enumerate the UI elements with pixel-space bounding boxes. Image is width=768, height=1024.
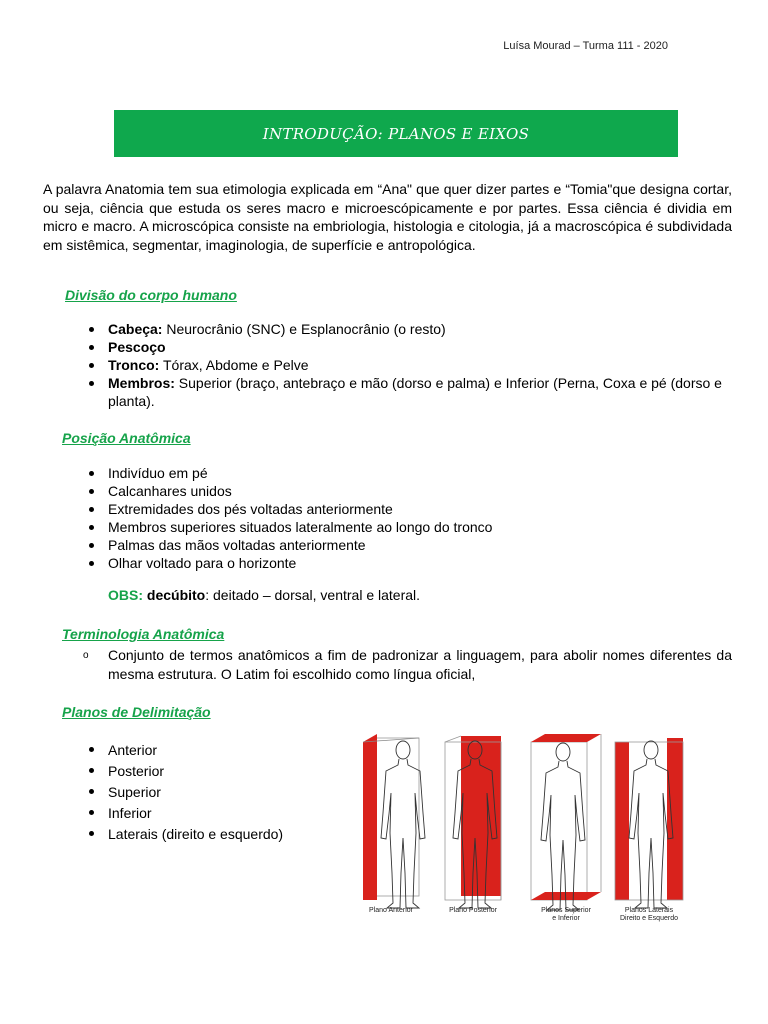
title-banner bbox=[114, 110, 678, 157]
page-title: INTRODUÇÃO: PLANOS E EIXOS bbox=[262, 124, 530, 143]
plane-lateral-left-red bbox=[615, 742, 629, 900]
posicao-item: Membros superiores situados lateralmente ao longo do tronco bbox=[84, 518, 684, 536]
human-figure-superior bbox=[541, 743, 585, 910]
divisao-item-label: Pescoço bbox=[108, 339, 166, 355]
planes-figure bbox=[353, 724, 695, 929]
header-note: Luísa Mourad – Turma 111 - 2020 bbox=[503, 40, 668, 52]
intro-paragraph: A palavra Anatomia tem sua etimologia explicada em “Ana" que quer dizer partes e “Tomia"que designa cortar, ou seja, ciência que estuda os seres macro e microescópicamente e por partes. Essa ciência é dividia em micro e macro. A microscópica consiste na embriologia, histologia e citologia, já a macroscópica é subdividada em sistêmica, segmentar, imaginologia, de superfície e antropológica. bbox=[43, 181, 732, 253]
heading-terminologia: Terminologia Anatômica bbox=[62, 626, 225, 642]
planos-item: Laterais (direito e esquerdo) bbox=[84, 824, 334, 845]
box-outline bbox=[531, 742, 587, 900]
figure-label: Plano Anterior bbox=[369, 907, 413, 914]
divisao-list bbox=[84, 320, 732, 410]
divisao-item bbox=[84, 356, 732, 374]
planos-item: Inferior bbox=[84, 803, 334, 824]
box-edge bbox=[445, 736, 461, 742]
posicao-item: Calcanhares unidos bbox=[84, 482, 684, 500]
divisao-item bbox=[84, 374, 732, 410]
figure-label: Direito e Esquerdo bbox=[620, 915, 678, 922]
divisao-item-text: Superior (braço, antebraço e mão (dorso e palma) e Inferior (Perna, Coxa e pé (dorso e planta). bbox=[108, 375, 722, 409]
obs-text: : deitado – dorsal, ventral e lateral. bbox=[205, 587, 421, 603]
divisao-item-label: Cabeça: bbox=[108, 321, 163, 337]
divisao-item bbox=[84, 320, 732, 338]
terminologia-text: Conjunto de termos anatômicos a fim de padronizar a linguagem, para abolir nomes diferentes da mesma estrutura. O Latim foi escolhido como língua oficial, bbox=[108, 647, 732, 682]
posicao-item: Extremidades dos pés voltadas anteriormente bbox=[84, 500, 684, 518]
divisao-item-text: Neurocrânio (SNC) e Esplanocrânio (o resto) bbox=[162, 321, 446, 337]
box-back-edge bbox=[375, 738, 419, 896]
figure-label: Plano Posterior bbox=[449, 907, 497, 914]
planos-item: Superior bbox=[84, 782, 334, 803]
plane-anterior-red bbox=[363, 742, 377, 900]
heading-divisao: Divisão do corpo humano bbox=[65, 287, 237, 303]
obs-label: OBS: bbox=[108, 587, 143, 603]
planes-illustration bbox=[353, 724, 695, 929]
planos-list bbox=[84, 740, 334, 845]
posicao-item: Olhar voltado para o horizonte bbox=[84, 554, 684, 572]
figure-label: Planos Superior bbox=[541, 907, 591, 914]
figure-label: Planos Laterais bbox=[624, 907, 674, 914]
figure-label: e Inferior bbox=[552, 915, 580, 922]
circle-bullet: o bbox=[83, 650, 89, 661]
divisao-item-label: Membros: bbox=[108, 375, 175, 391]
human-figure-anterior bbox=[381, 741, 425, 908]
heading-planos: Planos de Delimitação bbox=[62, 704, 211, 720]
divisao-item-text: Tórax, Abdome e Pelve bbox=[159, 357, 309, 373]
plane-superior-red bbox=[531, 734, 601, 742]
divisao-item bbox=[84, 338, 732, 356]
heading-posicao: Posição Anatômica bbox=[62, 430, 191, 446]
obs-note bbox=[108, 587, 420, 603]
terminologia-item bbox=[83, 646, 732, 683]
planos-item: Posterior bbox=[84, 761, 334, 782]
planos-item: Anterior bbox=[84, 740, 334, 761]
posicao-item: Palmas das mãos voltadas anteriormente bbox=[84, 536, 684, 554]
posicao-item: Indivíduo em pé bbox=[84, 464, 684, 482]
divisao-item-label: Tronco: bbox=[108, 357, 160, 373]
posicao-list bbox=[84, 464, 684, 572]
human-figure-lateral bbox=[629, 741, 673, 908]
obs-term: decúbito bbox=[146, 587, 206, 603]
plane-lateral-right-red bbox=[667, 738, 683, 900]
